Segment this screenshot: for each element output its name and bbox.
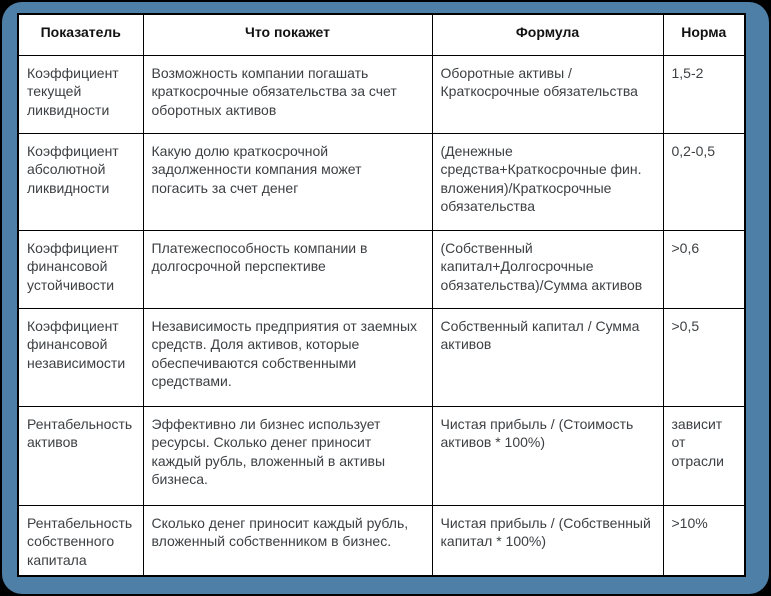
table-header-row [18, 14, 745, 55]
cell-norm: >0,5 [663, 308, 745, 406]
table-row [18, 505, 745, 576]
cell-formula: Чистая прибыль / (Собственный капитал * 100%) [432, 505, 663, 576]
cell-formula: Оборотные активы / Краткосрочные обязательства [432, 55, 663, 133]
cell-indicator: Коэффициент финансовой устойчивости [18, 230, 143, 308]
cell-formula: (Денежные средства+Краткосрочные фин. вложения)/Краткосрочные обязательства [432, 133, 663, 230]
cell-norm: зависит от отрасли [663, 406, 745, 505]
column-header-norm: Норма [663, 14, 745, 55]
cell-norm: 1,5-2 [663, 55, 745, 133]
table-row [18, 133, 745, 230]
table-row [18, 55, 745, 133]
financial-ratios-table [17, 13, 746, 577]
table-row [18, 230, 745, 308]
cell-shows: Сколько денег приносит каждый рубль, вложенный собственником в бизнес. [143, 505, 432, 576]
column-header-shows: Что покажет [143, 14, 432, 55]
cell-norm: 0,2-0,5 [663, 133, 745, 230]
cell-shows: Возможность компании погашать краткосрочные обязательства за счет оборотных активов [143, 55, 432, 133]
table-container [17, 13, 746, 577]
cell-indicator: Рентабельность активов [18, 406, 143, 505]
cell-indicator: Рентабельность собственного капитала [18, 505, 143, 576]
cell-shows: Платежеспособность компании в долгосрочной перспективе [143, 230, 432, 308]
cell-formula: Чистая прибыль / (Стоимость активов * 100%) [432, 406, 663, 505]
cell-shows: Независимость предприятия от заемных средств. Доля активов, которые обеспечиваются собственными средствами. [143, 308, 432, 406]
cell-shows: Эффективно ли бизнес использует ресурсы. Сколько денег приносит каждый рубль, вложенный в активы бизнеса. [143, 406, 432, 505]
cell-indicator: Коэффициент текущей ликвидности [18, 55, 143, 133]
cell-norm: >10% [663, 505, 745, 576]
cell-formula: Собственный капитал / Сумма активов [432, 308, 663, 406]
cell-shows: Какую долю краткосрочной задолженности компания может погасить за счет денег [143, 133, 432, 230]
column-header-formula: Формула [432, 14, 663, 55]
cell-formula: (Собственный капитал+Долгосрочные обязательства)/Сумма активов [432, 230, 663, 308]
cell-indicator: Коэффициент абсолютной ликвидности [18, 133, 143, 230]
cell-norm: >0,6 [663, 230, 745, 308]
cell-indicator: Коэффициент финансовой независимости [18, 308, 143, 406]
column-header-indicator: Показатель [18, 14, 143, 55]
table-row [18, 406, 745, 505]
table-row [18, 308, 745, 406]
